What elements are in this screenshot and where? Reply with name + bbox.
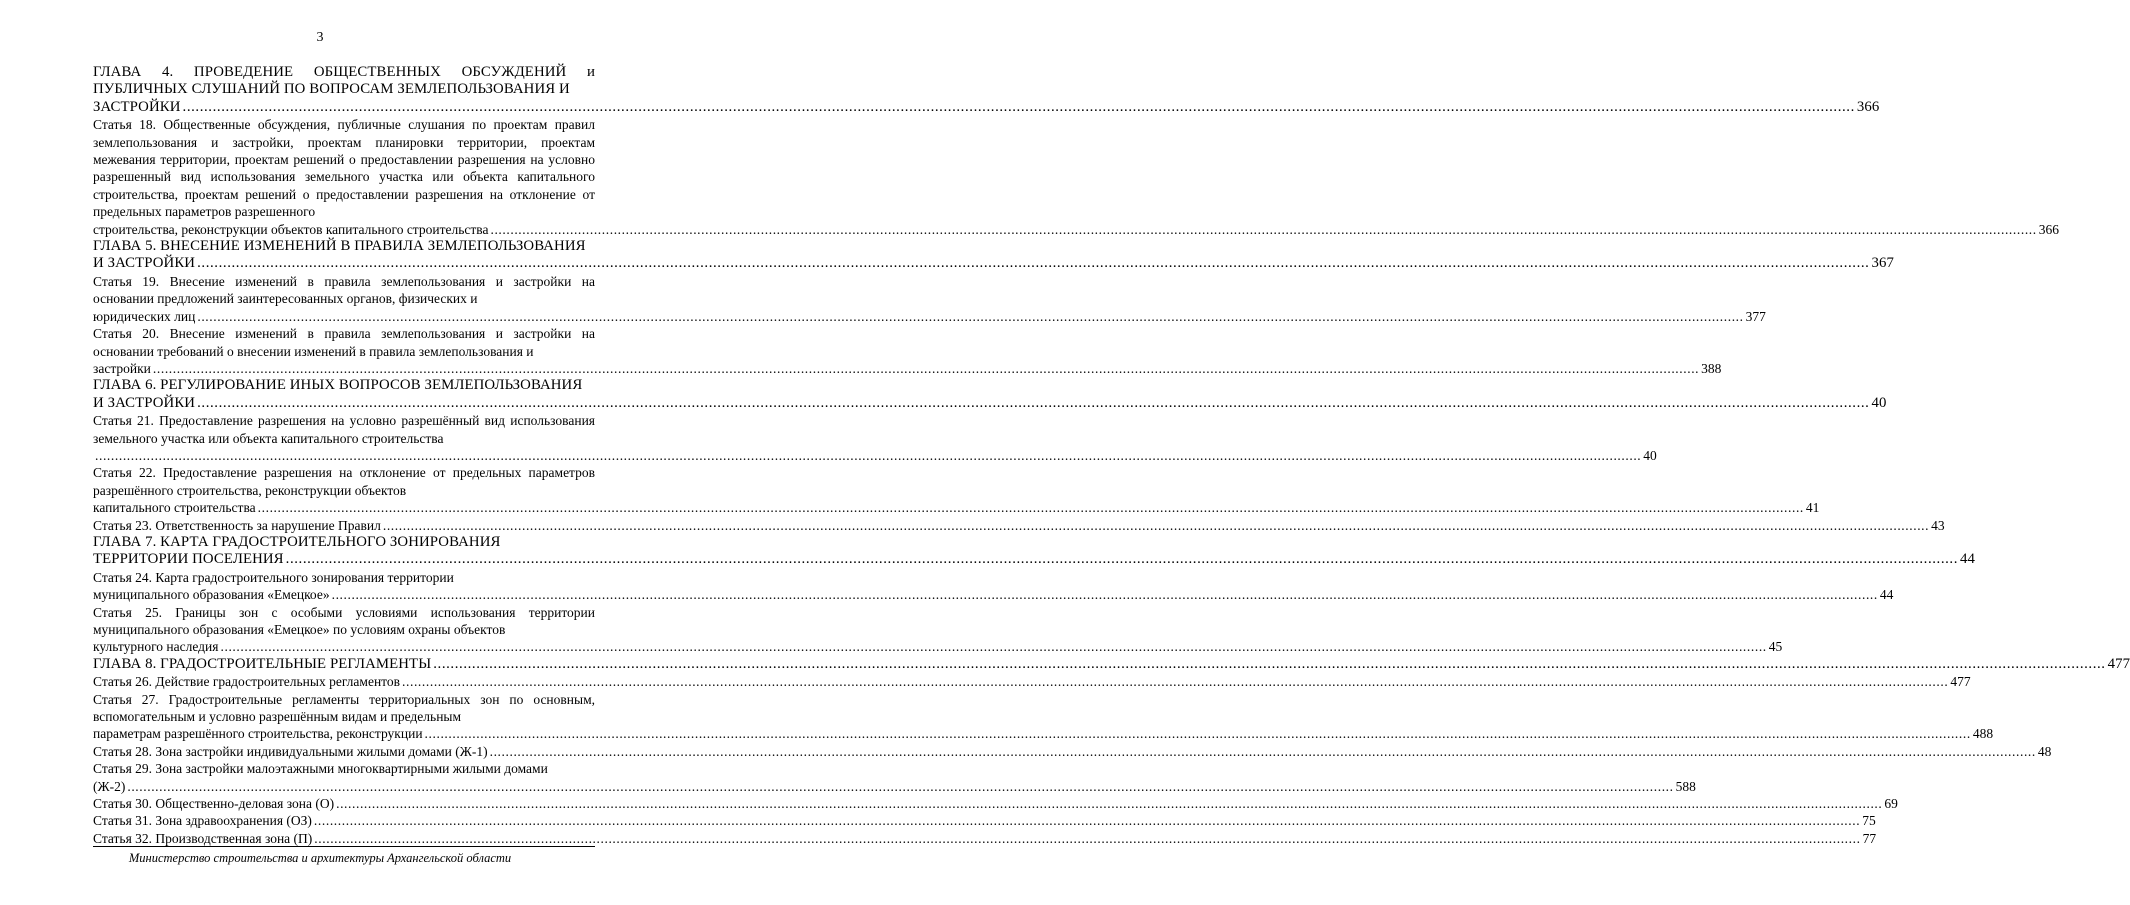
toc-entry-last-line: муниципального образования «Емецкое» (93, 587, 330, 603)
toc-leader-line (93, 221, 2059, 238)
toc-leader-line (93, 812, 1876, 829)
toc-page-number: 477 (1950, 674, 1971, 690)
toc-article-entry (93, 743, 2052, 760)
toc-entry-last-line: строительства, реконструкции объектов капитального строительства (93, 221, 489, 237)
toc-leader-line (93, 830, 1877, 847)
toc-entry-title: Статья 22. Предоставление разрешения на отклонение от предельных параметров разрешённого строительства, реконструкции объектов (93, 465, 595, 498)
toc-page-number: 367 (1871, 255, 1894, 272)
toc-leader-line (93, 517, 1945, 534)
toc-article-entry (93, 795, 1898, 812)
dot-leader (383, 517, 1929, 534)
toc-entry-last-line: ЗАСТРОЙКИ (93, 98, 181, 115)
dot-leader (258, 499, 1804, 516)
toc-entry-title: Статья 21. Предоставление разрешения на условно разрешённый вид использования земельного участка или объекта капитального строительства (93, 413, 595, 446)
toc-entry-title: Статья 27. Градостроительные регламенты территориальных зон по основным, вспомогательным и условно разрешённым видам и предельным (93, 691, 595, 725)
toc-entry-title: ГЛАВА 5. ВНЕСЕНИЕ ИЗМЕНЕНИЙ В ПРАВИЛА ЗЕМЛЕПОЛЬЗОВАНИЯ (93, 238, 586, 255)
toc-entry-title: ГЛАВА 7. КАРТА ГРАДОСТРОИТЕЛЬНОГО ЗОНИРОВАНИЯ (93, 533, 501, 550)
dot-leader (314, 812, 1860, 829)
toc-chapter-entry (93, 533, 1976, 569)
toc-chapter-entry (93, 377, 1887, 412)
toc-page-number: 588 (1675, 778, 1696, 794)
toc-page-number: 40 (1871, 394, 1887, 411)
toc-page-number: 377 (1745, 308, 1766, 324)
dot-leader (183, 99, 1855, 116)
dot-leader (197, 308, 1743, 325)
toc-article-entry (93, 812, 1876, 829)
dot-leader (197, 255, 1869, 272)
dot-leader (127, 778, 1673, 795)
toc-chapter-entry (93, 238, 1894, 273)
toc-article-entry (93, 691, 1994, 743)
dot-leader (314, 830, 1860, 847)
toc-leader-line (93, 255, 1894, 272)
toc-page-number: 488 (1972, 726, 1994, 742)
dot-leader (197, 395, 1869, 412)
dot-leader (490, 743, 2036, 760)
toc-page-number: 69 (1884, 796, 1898, 812)
toc-entry-last-line: Статья 30. Общественно-деловая зона (О) (93, 796, 335, 812)
toc-page-number: 388 (1701, 360, 1722, 376)
toc-article-entry (93, 464, 1820, 516)
toc-chapter-entry (93, 655, 2130, 673)
toc-chapter-entry (93, 64, 1880, 116)
toc-entry-last-line: И ЗАСТРОЙКИ (93, 255, 196, 272)
toc-entry-last-line: культурного наследия (93, 639, 219, 655)
toc-leader-line (93, 394, 1887, 412)
dot-leader (286, 551, 1958, 568)
dot-leader (95, 447, 1641, 464)
toc-leader-line (93, 360, 1722, 377)
toc-entry-last-line: ГЛАВА 8. ГРАДОСТРОИТЕЛЬНЫЕ РЕГЛАМЕНТЫ (93, 655, 432, 672)
toc-article-entry (93, 325, 1722, 377)
toc-article-entry (93, 673, 1971, 690)
toc-article-entry (93, 517, 1945, 534)
toc-leader-line (93, 638, 1783, 655)
dot-leader (402, 673, 1948, 690)
toc-entry-last-line: капитального строительства (93, 500, 256, 516)
toc-page-number: 43 (1931, 517, 1945, 533)
toc-page-number: 77 (1862, 830, 1877, 846)
toc-page-number: 41 (1805, 500, 1820, 516)
toc-entry-title: Статья 18. Общественные обсуждения, публичные слушания по проектам правил землепользования и застройки, проектам планировки территории, проектам межевания территории, проектам решений о предоставлении разрешения на условно разрешенный вид использования земельного участка или объекта капитального строительства, проектам решений о предоставлении разрешения на отклонение от предельных параметров разрешенного (93, 117, 595, 220)
toc-entry-last-line: параметрам разрешённого строительства, реконструкции (93, 726, 423, 742)
page-number: 3 (316, 30, 324, 45)
toc-entry-last-line: Статья 31. Зона здравоохранения (ОЗ) (93, 813, 312, 829)
toc-entry-last-line: (Ж-2) (93, 778, 126, 794)
toc-leader-line (93, 308, 1766, 325)
toc-page-number: 48 (2037, 743, 2052, 759)
toc-page-number: 44 (1960, 551, 1976, 568)
toc-leader-line (93, 673, 1971, 690)
toc-page-number: 75 (1862, 813, 1876, 829)
dot-leader (433, 656, 2105, 673)
toc-leader-line (93, 447, 1657, 464)
dot-leader (221, 638, 1767, 655)
toc-entry-last-line: Статья 32. Производственная зона (П) (93, 830, 313, 846)
toc-entry-last-line: Статья 26. Действие градостроительных регламентов (93, 674, 401, 690)
toc-leader-line (93, 586, 1894, 603)
toc-entry-last-line: юридических лиц (93, 308, 196, 324)
toc-entry-title: Статья 29. Зона застройки малоэтажными многоквартирными жилыми домами (93, 761, 548, 777)
dot-leader (425, 725, 1971, 742)
toc-leader-line (93, 98, 1880, 116)
toc-leader-line (93, 551, 1976, 568)
toc-leader-line (93, 499, 1820, 516)
toc-entry-last-line: застройки (93, 360, 151, 376)
toc-article-entry (93, 760, 1696, 795)
toc-article-entry (93, 412, 1657, 464)
toc-page-number: 44 (1879, 587, 1894, 603)
toc-article-entry (93, 569, 1894, 604)
toc-entry-title: Статья 19. Внесение изменений в правила землепользования и застройки на основании предложений заинтересованных органов, физических и (93, 273, 595, 307)
dot-leader (490, 221, 2036, 238)
toc-entry-title: ГЛАВА 4. ПРОВЕДЕНИЕ ОБЩЕСТВЕННЫХ ОБСУЖДЕНИЙ и ПУБЛИЧНЫХ СЛУШАНИЙ ПО ВОПРОСАМ ЗЕМЛЕПОЛЬЗОВАНИЯ И (93, 64, 595, 98)
toc-article-entry (93, 830, 1877, 847)
table-of-contents (93, 64, 2130, 847)
toc-entry-title: Статья 20. Внесение изменений в правила землепользования и застройки на основании требований о внесении изменений в правила землепользования и (93, 326, 595, 359)
dot-leader (336, 795, 1882, 812)
dot-leader (153, 360, 1699, 377)
toc-article-entry (93, 273, 1766, 325)
toc-page-number: 366 (1856, 98, 1880, 115)
toc-article-entry (93, 116, 2059, 238)
toc-entry-last-line: Статья 28. Зона застройки индивидуальными жилыми домами (Ж-1) (93, 743, 488, 759)
footer-text: Министерство строительства и архитектуры Архангельской области (128, 851, 512, 865)
toc-page-number: 477 (2107, 655, 2130, 672)
dot-leader (332, 586, 1878, 603)
toc-leader-line (93, 725, 1994, 742)
toc-entry-title: ГЛАВА 6. РЕГУЛИРОВАНИЕ ИНЫХ ВОПРОСОВ ЗЕМЛЕПОЛЬЗОВАНИЯ (93, 377, 583, 394)
toc-leader-line (93, 743, 2052, 760)
toc-page-number: 40 (1643, 447, 1657, 463)
toc-entry-title: Статья 25. Границы зон с особыми условиями использования территории муниципального образования «Емецкое» по условиям охраны объектов (93, 604, 595, 637)
toc-leader-line (93, 795, 1898, 812)
footer-divider (93, 846, 595, 847)
toc-entry-last-line: ТЕРРИТОРИИ ПОСЕЛЕНИЯ (93, 551, 284, 568)
toc-entry-title: Статья 24. Карта градостроительного зонирования территории (93, 569, 454, 585)
toc-article-entry (93, 604, 1783, 656)
toc-leader-line (93, 655, 2130, 673)
toc-entry-last-line: Статья 23. Ответственность за нарушение Правил (93, 517, 381, 533)
toc-page-number: 45 (1768, 639, 1783, 655)
toc-page-number: 366 (2038, 221, 2059, 237)
toc-leader-line (93, 778, 1696, 795)
toc-entry-last-line: И ЗАСТРОЙКИ (93, 394, 196, 411)
